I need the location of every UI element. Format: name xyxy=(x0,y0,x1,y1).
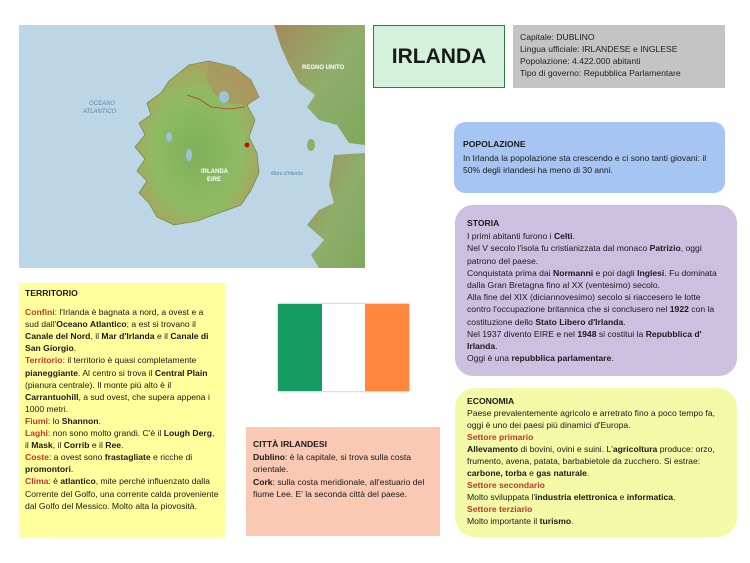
settore-terziario-label: Settore terziario xyxy=(467,504,533,514)
territorio-territorio: Territorio: il territorio è quasi completamente pianeggiante. Al centro si trova il Central Plain (pianura centrale). Il monte più alto è il Carrantuohill, a sud ovest, che supera appena i 1000 metri. xyxy=(25,355,210,414)
economia-intro: Paese prevalentemente agricolo e arretrato fino a poco tempo fa, oggi è uno dei paesi più dinamici d'Europa. xyxy=(467,408,715,430)
storia-paragraph: I primi abitanti furono i Celti. xyxy=(467,231,575,242)
sea-label: Mare d'Irlanda xyxy=(271,171,303,177)
flag-orange-stripe xyxy=(365,304,409,391)
storia-box xyxy=(455,205,737,376)
flag-green-stripe xyxy=(278,304,322,391)
territorio-heading: TERRITORIO xyxy=(25,288,78,298)
ireland-map xyxy=(19,25,365,268)
flag-white-stripe xyxy=(322,304,366,391)
uk-label: REGNO UNITO xyxy=(302,65,345,71)
lough xyxy=(186,149,192,161)
lough xyxy=(166,132,172,142)
territorio-coste: Coste: a ovest sono frastagliate e ricche di promontori. xyxy=(25,452,193,475)
storia-paragraph: Conquistata prima dai Normanni e poi dagli Inglesi. Fu dominata dalla Gran Bretagna fino al XX (ventesimo) secolo. xyxy=(467,267,717,291)
country-info-box xyxy=(513,25,725,88)
settore-terziario-text: Molto importante il turismo. xyxy=(467,516,574,526)
ireland-label-2: EIRE xyxy=(207,177,222,183)
info-government: Tipo di governo: Repubblica Parlamentare xyxy=(520,68,681,78)
settore-primario-label: Settore primario xyxy=(467,432,534,442)
storia-paragraph: Alla fine del XIX (diciannovesimo) secolo si riaccesero le lotte contro l'occupazione britannica che si conclusero nel 1922 con la costituzione dello Stato Libero d'Irlanda. xyxy=(467,292,715,327)
citta-heading: CITTÀ IRLANDESI xyxy=(253,439,327,449)
isle-of-man xyxy=(307,139,315,151)
citta-cork: Cork: sulla costa meridionale, all'estuario del fiume Lee. E' la seconda città del paese. xyxy=(253,476,425,499)
popolazione-heading: POPOLAZIONE xyxy=(463,139,526,149)
lough xyxy=(219,91,229,103)
territorio-box xyxy=(19,283,225,538)
storia-paragraph: Nel 1937 divento EIRE e nel 1948 si costitui la Repubblica d' Irlanda. xyxy=(467,328,702,352)
storia-paragraph: Nel V secolo l'isola fu cristianizzata dal monaco Patrizio, oggi patrono del paese. xyxy=(467,243,702,266)
ireland-label-1: IRLANDA xyxy=(201,169,228,175)
territorio-confini: Confini: l'Irlanda è bagnata a nord, a ovest e a sud dall'Oceano Atlantico; a est si trovano il Canale del Nord, il Mar d'Irlanda e il Canale di San Giorgio. xyxy=(25,307,209,354)
territorio-fiumi: Fiumi: lo Shannon. xyxy=(25,415,101,426)
territorio-clima: Clima: è atlantico, mite perché influenzato dalla Corrente del Golfo, una corrente calda proveniente dal Golfo del Messico. Molto alta la piovosità. xyxy=(25,476,219,511)
irish-flag xyxy=(278,304,409,391)
page-title: IRLANDA xyxy=(373,25,505,88)
popolazione-text: In Irlanda la popolazione sta crescendo e ci sono tanti giovani: il 50% degli irlandesi ha meno di 30 anni. xyxy=(463,153,707,175)
citta-dublino: Dublino: è la capitale, si trova sulla costa orientale. xyxy=(253,452,412,475)
settore-secondario-label: Settore secondario xyxy=(467,480,545,490)
settore-primario-text: Allevamento di bovini, ovini e suini. L'agricoltura produce: orzo, frumento, avena, patata, barbabietole da zucchero. Si estrae: carbone, torba e gas naturale. xyxy=(467,444,715,478)
economia-heading: ECONOMIA xyxy=(467,396,515,406)
storia-heading: STORIA xyxy=(467,218,500,228)
map-graphic xyxy=(19,25,365,268)
settore-secondario-text: Molto sviluppata l'industria elettronica e informatica. xyxy=(467,492,676,502)
info-population: Popolazione: 4.422.000 abitanti xyxy=(520,56,641,66)
economia-box xyxy=(455,388,737,537)
popolazione-box xyxy=(454,122,725,193)
dublin-marker xyxy=(245,143,250,148)
info-language: Lingua ufficiale: IRLANDESE e INGLESE xyxy=(520,44,678,54)
ocean-label-2: ATLANTICO xyxy=(83,109,117,115)
territorio-laghi: Laghi: non sono molto grandi. C'è il Lough Derg, il Mask, il Corrib e il Ree. xyxy=(25,428,215,451)
info-capital: Capitale: DUBLINO xyxy=(520,32,595,42)
ocean-label-1: OCEANO xyxy=(89,101,116,107)
citta-box xyxy=(246,427,440,536)
storia-paragraph: Oggi è una repubblica parlamentare. xyxy=(467,353,614,364)
